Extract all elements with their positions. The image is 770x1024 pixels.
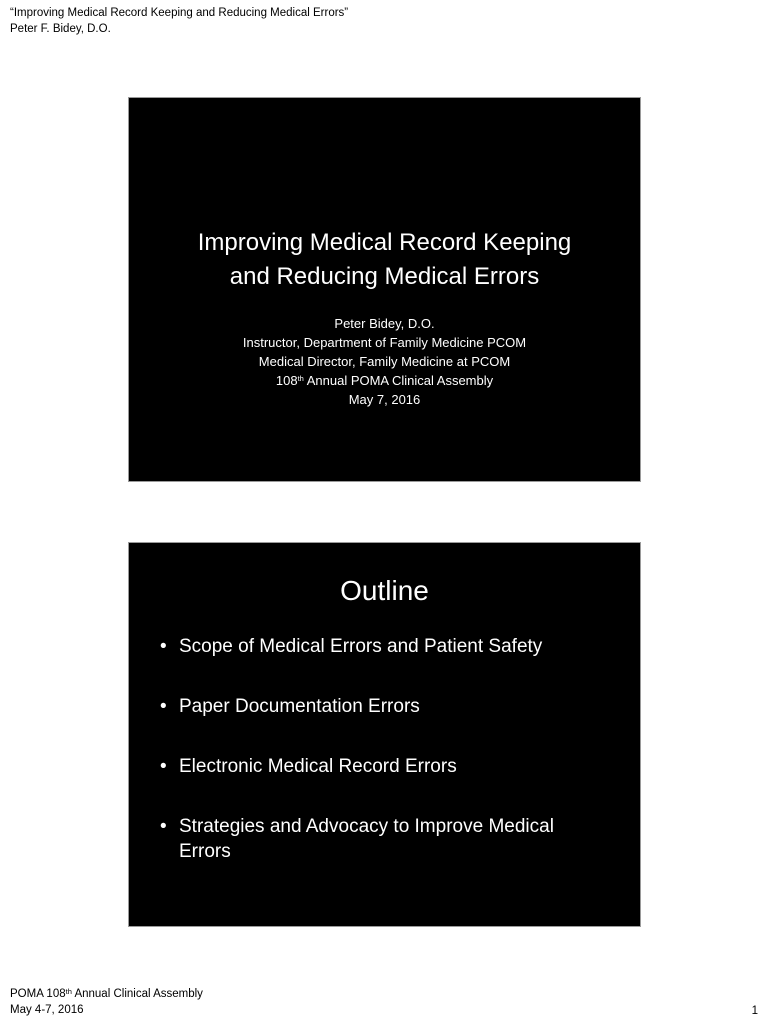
outline-item	[157, 634, 602, 659]
title-slide-heading	[129, 226, 640, 294]
event-name	[129, 371, 640, 390]
presenter-info	[129, 314, 640, 409]
event-title: Annual POMA Clinical Assembly	[303, 373, 494, 388]
page-number: 1	[751, 1005, 758, 1017]
outline-item	[157, 754, 602, 779]
bullet-icon: •	[160, 756, 167, 777]
title-slide-heading-line-2: and Reducing Medical Errors	[229, 263, 540, 290]
footer-date: May 4-7, 2016	[10, 1004, 84, 1016]
footer-assembly	[10, 986, 203, 1002]
event-ordinal-suffix: th	[297, 374, 304, 383]
outline-item	[157, 694, 602, 719]
presenter-role-director: Medical Director, Family Medicine at PCOM	[258, 354, 511, 369]
bullet-icon: •	[160, 816, 167, 837]
outline-list	[157, 634, 602, 899]
presenter-name: Peter Bidey, D.O.	[334, 316, 435, 331]
outline-slide	[128, 542, 641, 927]
page-header	[10, 5, 348, 37]
header-title: “Improving Medical Record Keeping and Reducing Medical Errors”	[10, 7, 349, 19]
footer-ordinal-suffix: th	[65, 987, 72, 996]
outline-item-text: Strategies and Advocacy to Improve Medical Errors	[179, 816, 554, 862]
presentation-date: May 7, 2016	[348, 392, 421, 407]
outline-slide-heading: Outline	[340, 575, 429, 606]
title-slide	[128, 97, 641, 482]
bullet-icon: •	[160, 696, 167, 717]
title-slide-heading-line-1: Improving Medical Record Keeping	[197, 229, 572, 256]
presenter-role-instructor: Instructor, Department of Family Medicine PCOM	[242, 335, 527, 350]
page-footer	[10, 986, 203, 1018]
bullet-icon: •	[160, 636, 167, 657]
outline-item-text: Electronic Medical Record Errors	[179, 756, 457, 777]
outline-item	[157, 814, 602, 864]
footer-assembly-prefix: POMA 108	[10, 988, 66, 1000]
event-number: 108	[275, 373, 298, 388]
footer-assembly-title: Annual Clinical Assembly	[71, 988, 203, 1000]
outline-item-text: Scope of Medical Errors and Patient Safety	[179, 636, 543, 657]
header-author: Peter F. Bidey, D.O.	[10, 23, 111, 35]
outline-item-text: Paper Documentation Errors	[179, 696, 420, 717]
